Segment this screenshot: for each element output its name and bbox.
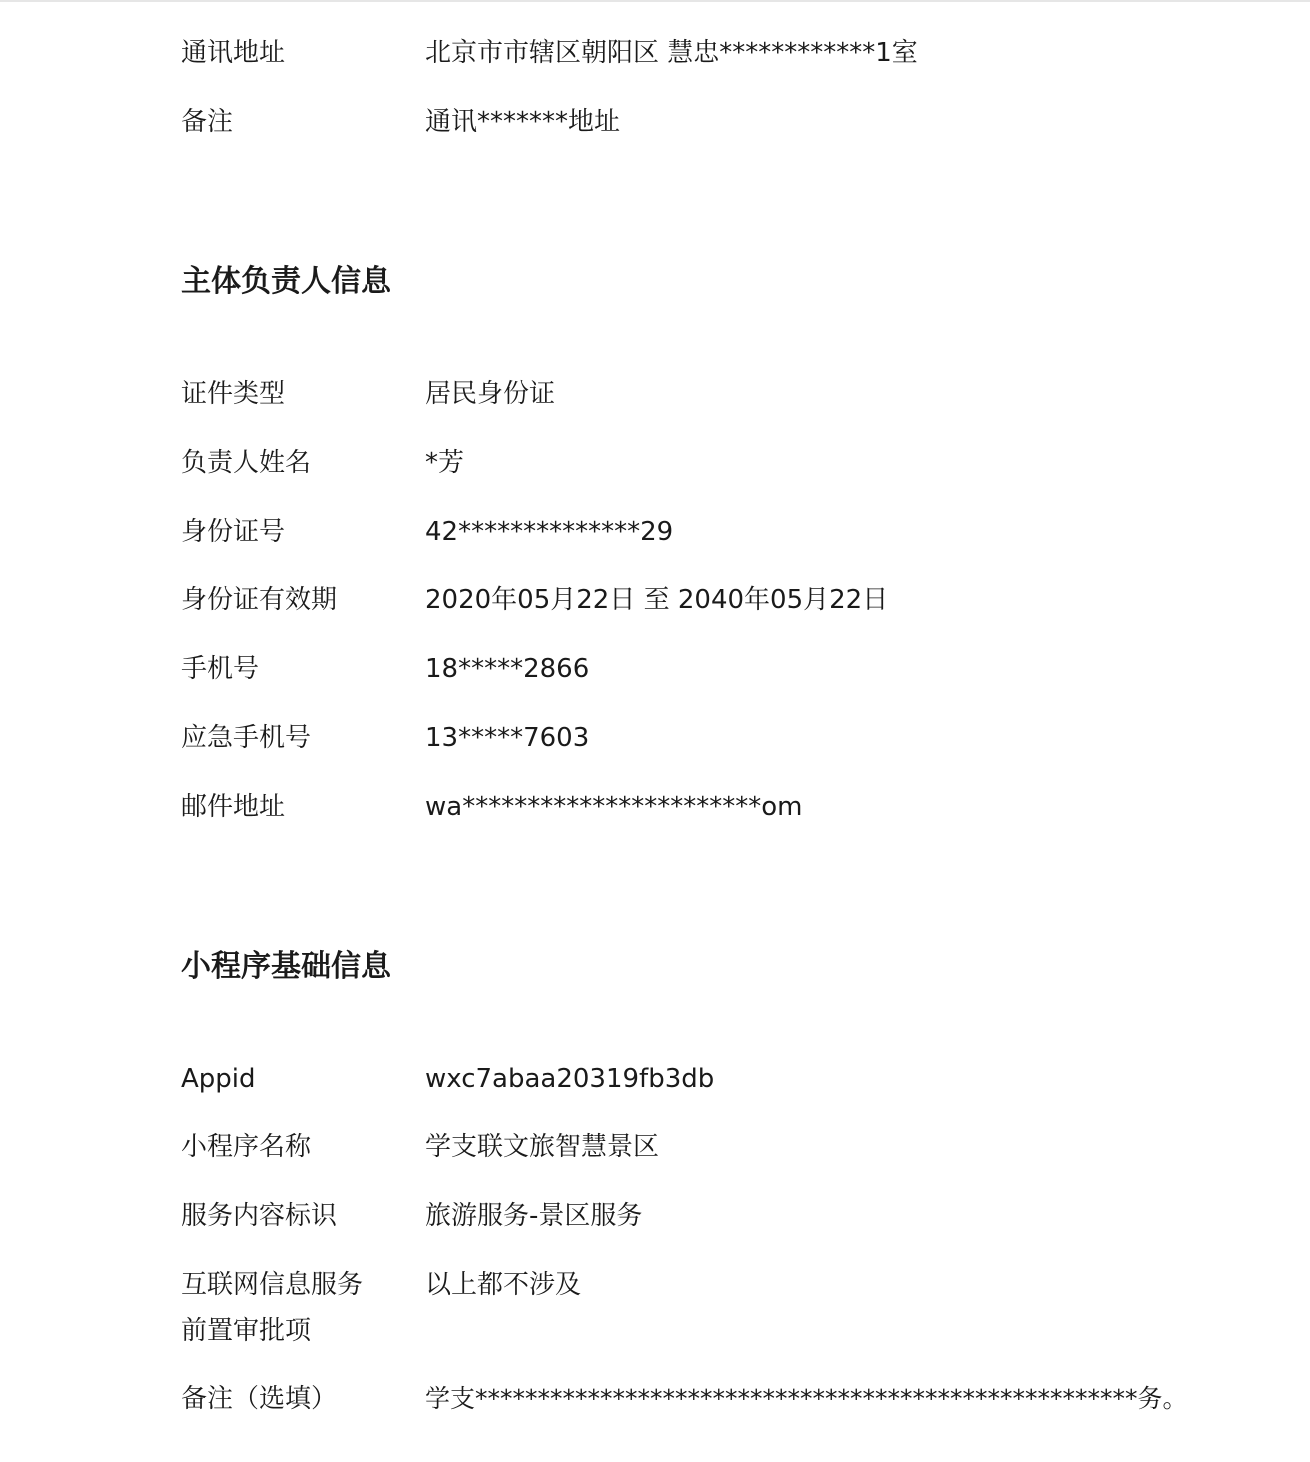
- id-validity-label: 身份证有效期: [181, 585, 338, 615]
- top-border: [0, 0, 1310, 2]
- id-type-label: 证件类型: [181, 379, 286, 409]
- email-label: 邮件地址: [181, 792, 286, 822]
- principal-section-title: 主体负责人信息: [181, 264, 391, 299]
- principal-name-label: 负责人姓名: [181, 448, 312, 478]
- contact-remark-value: 通讯*******地址: [425, 107, 621, 137]
- service-value: 旅游服务-景区服务: [425, 1201, 643, 1231]
- principal-row-emergency-phone: [181, 715, 589, 761]
- miniprogram-row-service: [181, 1193, 642, 1239]
- emergency-phone-label: 应急手机号: [181, 723, 312, 753]
- appid-value: wxc7abaa20319fb3db: [425, 1064, 715, 1094]
- id-number-label: 身份证号: [181, 517, 286, 547]
- contact-remark-row: [181, 99, 620, 145]
- contact-remark-label: 备注: [181, 107, 234, 137]
- miniprogram-row-remark: [181, 1376, 1188, 1422]
- miniprogram-remark-label: 备注（选填）: [181, 1384, 338, 1414]
- principal-row-id-validity: [181, 577, 888, 623]
- miniprogram-name-value: 学支联文旅智慧景区: [425, 1132, 660, 1162]
- appid-label: Appid: [181, 1064, 256, 1094]
- contact-address-value: 北京市市辖区朝阳区 慧忠************1室: [425, 38, 918, 68]
- miniprogram-row-appid: [181, 1056, 714, 1102]
- miniprogram-row-name: [181, 1124, 659, 1170]
- id-number-value: 42**************29: [425, 517, 674, 547]
- miniprogram-remark-value: 学支*****************************************************务。: [425, 1384, 1188, 1413]
- principal-row-email: [181, 784, 802, 830]
- contact-address-row: [181, 30, 918, 76]
- miniprogram-row-approval: [181, 1262, 581, 1354]
- id-validity-value: 2020年05月22日 至 2040年05月22日: [425, 585, 889, 615]
- approval-label: 互联网信息服务前置审批项: [181, 1270, 364, 1346]
- principal-row-id-type: [181, 371, 555, 417]
- principal-name-value: *芳: [425, 448, 465, 478]
- id-type-value: 居民身份证: [425, 379, 556, 409]
- emergency-phone-value: 13*****7603: [425, 723, 590, 753]
- contact-address-label: 通讯地址: [181, 38, 286, 68]
- principal-row-name: [181, 440, 464, 486]
- approval-value: 以上都不涉及: [425, 1270, 582, 1300]
- phone-value: 18*****2866: [425, 654, 590, 684]
- service-label: 服务内容标识: [181, 1201, 338, 1231]
- miniprogram-name-label: 小程序名称: [181, 1132, 312, 1162]
- principal-row-id-number: [181, 509, 673, 555]
- miniprogram-section-title: 小程序基础信息: [181, 949, 391, 984]
- email-value: wa***********************om: [425, 792, 803, 822]
- phone-label: 手机号: [181, 654, 260, 684]
- principal-row-phone: [181, 646, 589, 692]
